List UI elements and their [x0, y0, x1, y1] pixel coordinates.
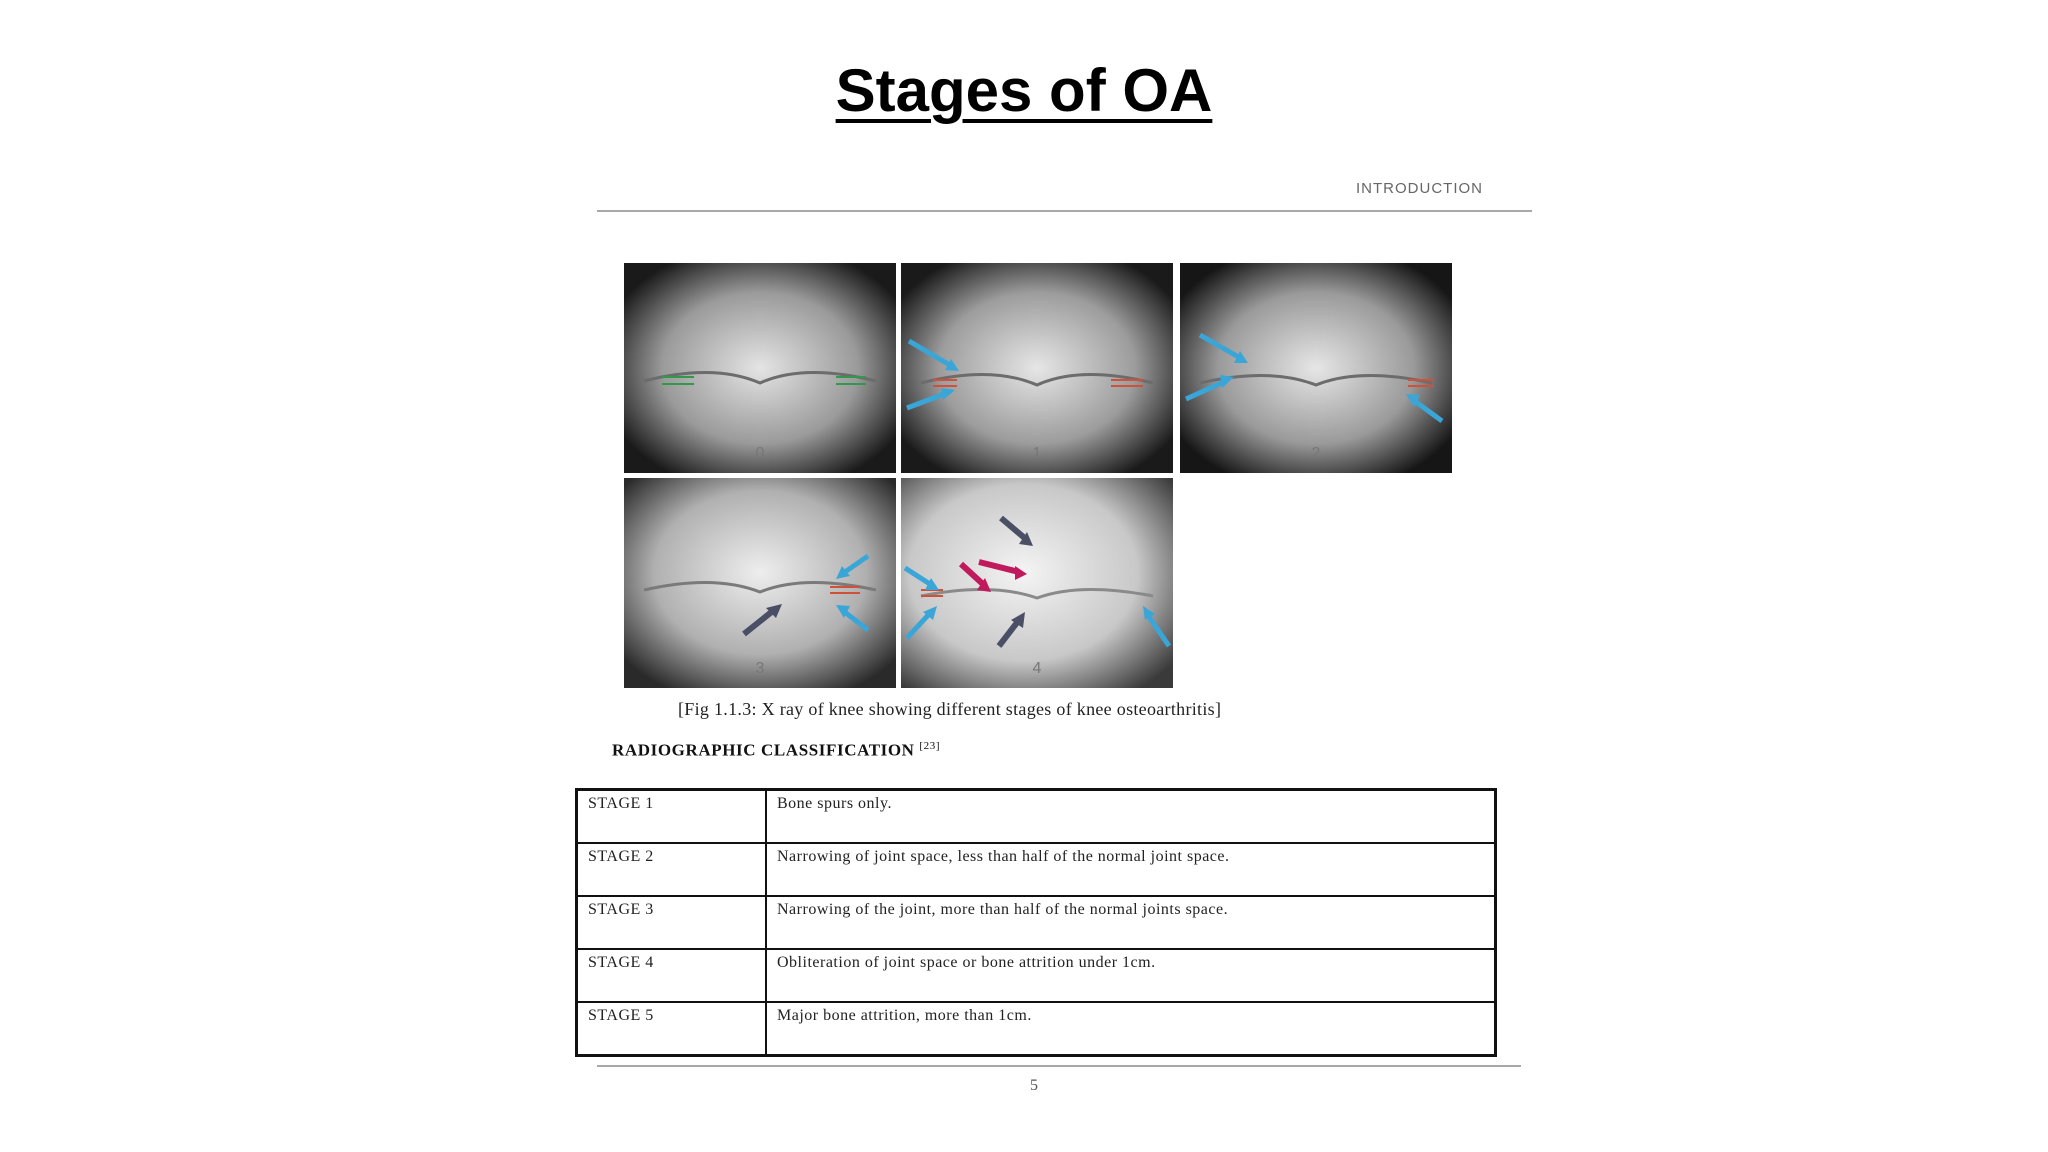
- description-cell: Narrowing of the joint, more than half of the normal joints space.: [766, 896, 1496, 949]
- description-cell: Narrowing of joint space, less than half of the normal joint space.: [766, 843, 1496, 896]
- footer-rule: [597, 1065, 1521, 1067]
- classification-table: [575, 788, 1497, 1057]
- page-number: 5: [1030, 1077, 1038, 1094]
- xray-panel-2: [1180, 263, 1452, 473]
- xray-panel-0: [624, 263, 896, 473]
- xray-panel-4: [901, 478, 1173, 688]
- panel-label: 1: [1032, 445, 1042, 462]
- description-cell: Bone spurs only.: [766, 790, 1496, 844]
- stage-cell: STAGE 4: [577, 949, 767, 1002]
- panel-label: 0: [755, 445, 765, 462]
- stage-cell: STAGE 1: [577, 790, 767, 844]
- panel-label: 2: [1311, 445, 1321, 462]
- figure-caption: [Fig 1.1.3: X ray of knee showing different stages of knee osteoarthritis]: [678, 699, 1222, 719]
- header-rule: [597, 210, 1532, 212]
- stage-cell: STAGE 3: [577, 896, 767, 949]
- xray-panel-1: [901, 263, 1173, 473]
- page-header: INTRODUCTION: [1356, 180, 1483, 197]
- section-heading-text: RADIOGRAPHIC CLASSIFICATION: [612, 740, 915, 760]
- panel-label: 4: [1032, 660, 1042, 677]
- stage-cell: STAGE 5: [577, 1002, 767, 1056]
- stage-cell: STAGE 2: [577, 843, 767, 896]
- description-cell: Major bone attrition, more than 1cm.: [766, 1002, 1496, 1056]
- table-row: [577, 949, 1496, 1002]
- table-row: [577, 1002, 1496, 1056]
- panel-label: 3: [755, 660, 765, 677]
- section-heading: [612, 740, 940, 761]
- table-row: [577, 790, 1496, 844]
- table-row: [577, 896, 1496, 949]
- reference-marker: [23]: [919, 740, 941, 752]
- table-row: [577, 843, 1496, 896]
- xray-panel-3: [624, 478, 896, 688]
- slide-title: Stages of OA: [835, 57, 1213, 124]
- description-cell: Obliteration of joint space or bone attrition under 1cm.: [766, 949, 1496, 1002]
